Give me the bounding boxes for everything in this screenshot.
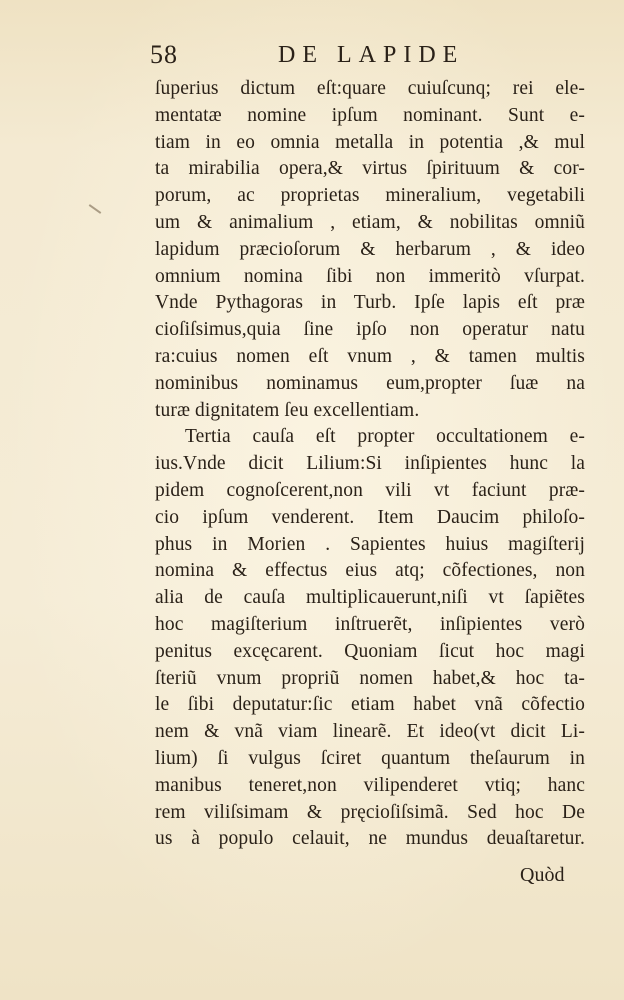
text-line: le ſibi deputatur:ſic etiam habet vnã cõfectio xyxy=(155,694,585,716)
text-line-paragraph-end: turæ dignitatem ſeu excellentiam. xyxy=(155,399,420,421)
text-line: ta mirabilia opera,& virtus ſpirituum & cor- xyxy=(155,158,585,180)
text-line: manibus teneret,non vilipenderet vtiq; hanc xyxy=(155,774,585,796)
text-line: alia de cauſa multiplicauerunt,niſi vt ſapiẽtes xyxy=(155,587,585,609)
text-line: cio ipſum venderent. Item Daucim philoſo- xyxy=(155,506,585,528)
text-line: lapidum præcioſorum & herbarum , & ideo xyxy=(155,238,585,260)
text-line: rem viliſsimam & pręcioſiſsimã. Sed hoc De xyxy=(155,801,585,823)
text-line: mentatæ nomine ipſum nominant. Sunt e- xyxy=(155,104,585,126)
text-line: ius.Vnde dicit Lilium:Si inſipientes hunc la xyxy=(155,453,585,475)
text-line: um & animalium , etiam, & nobilitas omniũ xyxy=(155,211,585,233)
text-line: penitus excęcarent. Quoniam ſicut hoc magi xyxy=(155,640,585,662)
text-line: ſuperius dictum eſt:quare cuiuſcunq; rei ele- xyxy=(155,78,585,99)
text-line: nominibus nominamus eum,propter ſuæ na xyxy=(155,372,585,394)
text-line: ra:cuius nomen eſt vnum , & tamen multis xyxy=(155,345,585,367)
text-line: cioſiſsimus,quia ſine ipſo non operatur natu xyxy=(155,319,585,341)
text-line: tiam in eo omnia metalla in potentia ,& mul xyxy=(155,131,585,153)
text-line-paragraph-start: Tertia cauſa eſt propter occultationem e- xyxy=(185,426,585,448)
text-line: phus in Morien . Sapientes huius magiſterij xyxy=(155,533,585,555)
text-line: nomina & effectus eius atq; cõfectiones, non xyxy=(155,560,585,582)
page-number: 58 xyxy=(150,40,178,69)
text-line: omnium nomina ſibi non immeritò vſurpat. xyxy=(155,265,585,287)
text-line: hoc magiſterium inſtruerẽt, inſipientes verò xyxy=(155,613,585,635)
body-text xyxy=(155,76,585,853)
text-line: lium) ſi vulgus ſciret quantum theſaurum in xyxy=(155,747,585,769)
text-line: porum, ac proprietas mineralium, vegetabili xyxy=(155,185,585,207)
text-line: us à populo celauit, ne mundus deuaſtaretur. xyxy=(155,828,585,850)
running-title: DE LAPIDE xyxy=(278,42,465,68)
page-header xyxy=(150,38,590,72)
text-line: Vnde Pythagoras in Turb. Ipſe lapis eſt præ xyxy=(155,292,585,314)
text-line: nem & vnã viam linearẽ. Et ideo(vt dicit Li- xyxy=(155,721,585,743)
text-line: pidem cognoſcerent,non vili vt faciunt præ- xyxy=(155,479,585,501)
text-line: ſteriũ vnum propriũ nomen habet,& hoc ta- xyxy=(155,667,585,689)
catchword: Quòd xyxy=(520,864,565,886)
margin-mark xyxy=(89,204,102,214)
